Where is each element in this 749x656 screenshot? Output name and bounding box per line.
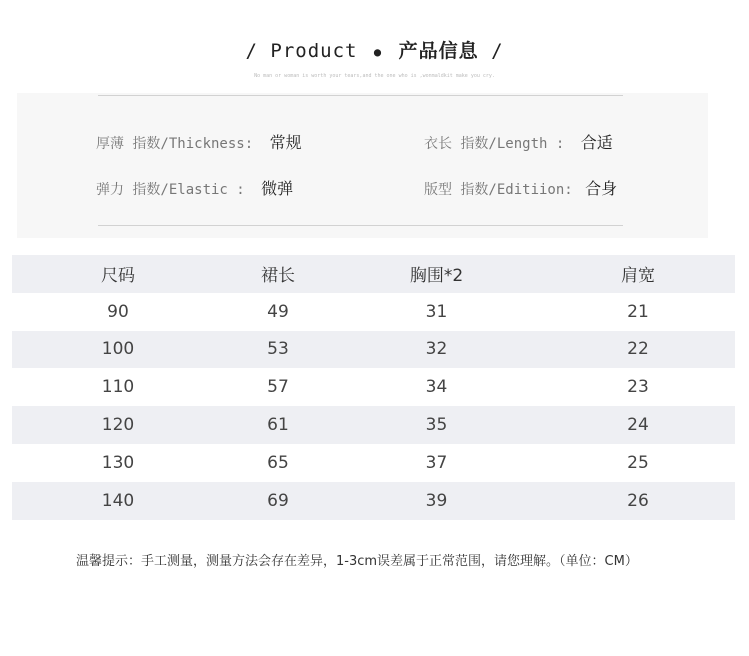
table-cell: 39	[425, 490, 448, 511]
table-cell: 26	[627, 490, 649, 511]
attributes-panel	[17, 93, 708, 238]
attribute-label: 厚薄 指数/Thickness:	[96, 136, 254, 152]
table-cell: 65	[267, 452, 289, 473]
table-cell: 49	[267, 301, 289, 322]
table-cell: 22	[627, 339, 649, 360]
attribute-value: 合适	[580, 133, 613, 152]
tagline: No man or woman is worth your tears,and the one who is ,wonmaldkit make you cry.	[254, 73, 495, 79]
table-row	[12, 331, 735, 369]
attribute-elastic	[96, 176, 293, 199]
column-header-skirt-length: 裙长	[261, 266, 295, 287]
table-cell: 31	[425, 301, 448, 322]
table-cell: 25	[627, 452, 649, 473]
bullet-dot-icon: ●	[373, 44, 383, 59]
divider	[98, 95, 623, 96]
table-cell: 23	[627, 377, 649, 398]
table-cell: 35	[425, 415, 448, 436]
column-header-bust: 胸围*2	[409, 266, 464, 287]
table-cell: 110	[101, 377, 135, 398]
table-cell: 130	[101, 452, 135, 473]
table-header-row	[12, 255, 735, 293]
attribute-label: 版型 指数/Editiion:	[424, 182, 573, 198]
title-chinese: 产品信息	[398, 40, 479, 62]
column-header-size: 尺码	[101, 266, 135, 287]
table-cell: 61	[267, 415, 289, 436]
table-cell: 24	[627, 415, 649, 436]
table-cell: 69	[267, 490, 289, 511]
attribute-length	[424, 130, 613, 153]
page-title	[0, 36, 749, 63]
table-row	[12, 482, 735, 520]
table-cell: 34	[425, 377, 448, 398]
table-cell: 21	[627, 301, 649, 322]
title-slash-left: /	[245, 40, 258, 62]
column-header-shoulder: 肩宽	[621, 266, 655, 287]
table-cell: 90	[107, 301, 129, 322]
table-cell: 53	[267, 339, 289, 360]
attribute-value: 微弹	[261, 179, 294, 198]
attribute-label: 衣长 指数/Length :	[424, 136, 565, 152]
size-table	[12, 255, 735, 520]
title-slash-right: /	[491, 40, 504, 62]
attribute-value: 合身	[585, 179, 618, 198]
attribute-label: 弹力 指数/Elastic :	[96, 182, 245, 198]
table-row	[12, 368, 735, 406]
title-english: Product	[270, 40, 358, 62]
table-row	[12, 406, 735, 444]
table-cell: 120	[101, 415, 135, 436]
attribute-value: 常规	[269, 133, 302, 152]
table-row	[12, 444, 735, 482]
table-cell: 37	[425, 452, 448, 473]
table-cell: 140	[101, 490, 135, 511]
attribute-thickness	[96, 130, 302, 153]
divider	[98, 225, 623, 226]
measurement-note: 温馨提示：手工测量，测量方法会存在差异，1-3cm误差属于正常范围，请您理解。（单位：CM）	[76, 554, 638, 569]
table-cell: 32	[425, 339, 448, 360]
attribute-edition	[424, 176, 617, 199]
table-cell: 100	[101, 339, 135, 360]
table-cell: 57	[267, 377, 289, 398]
table-row	[12, 293, 735, 331]
